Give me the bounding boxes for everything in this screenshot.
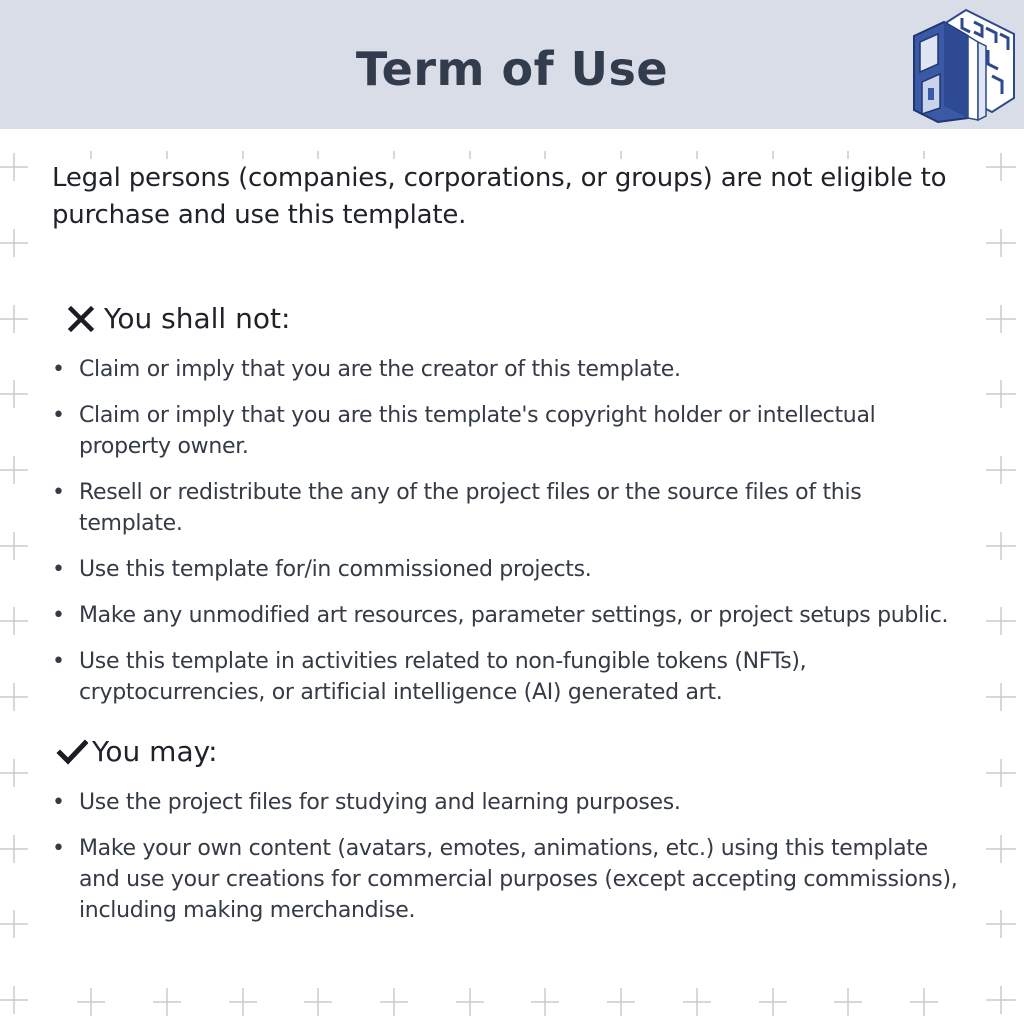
header-banner (0, 0, 1024, 129)
list-item: • Claim or imply that you are the creator of this template. (52, 354, 962, 385)
may-heading (56, 735, 218, 768)
list-item: • Use the project files for studying and learning purposes. (52, 787, 962, 818)
shall-not-heading (66, 302, 290, 335)
cross-icon (66, 304, 96, 334)
page-title: Term of Use (355, 42, 669, 96)
intro-text: Legal persons (companies, corporations, or groups) are not eligible to purchase and use this template. (52, 163, 947, 230)
list-item: • Make any unmodified art resources, parameter settings, or project setups public. (52, 600, 962, 631)
list-item: • Make your own content (avatars, emotes, animations, etc.) using this template and use your creations for commercial purposes (except accepting commissions), including making merchandise. (52, 833, 962, 926)
list-item: • Use this template in activities related to non-fungible tokens (NFTs), cryptocurrencies, or artificial intelligence (AI) generated art. (52, 646, 962, 708)
list-item: • Use this template for/in commissioned projects. (52, 554, 962, 585)
shall-not-heading-label: You shall not: (104, 302, 291, 335)
checkmark-icon (56, 737, 88, 767)
may-heading-label: You may: (92, 735, 218, 768)
list-item: • Resell or redistribute the any of the project files or the source files of this template. (52, 477, 962, 539)
may-list (52, 787, 962, 941)
floppy-disk-logo-icon (906, 6, 1016, 124)
shall-not-list (52, 354, 962, 723)
list-item: • Claim or imply that you are this template's copyright holder or intellectual property owner. (52, 400, 962, 462)
